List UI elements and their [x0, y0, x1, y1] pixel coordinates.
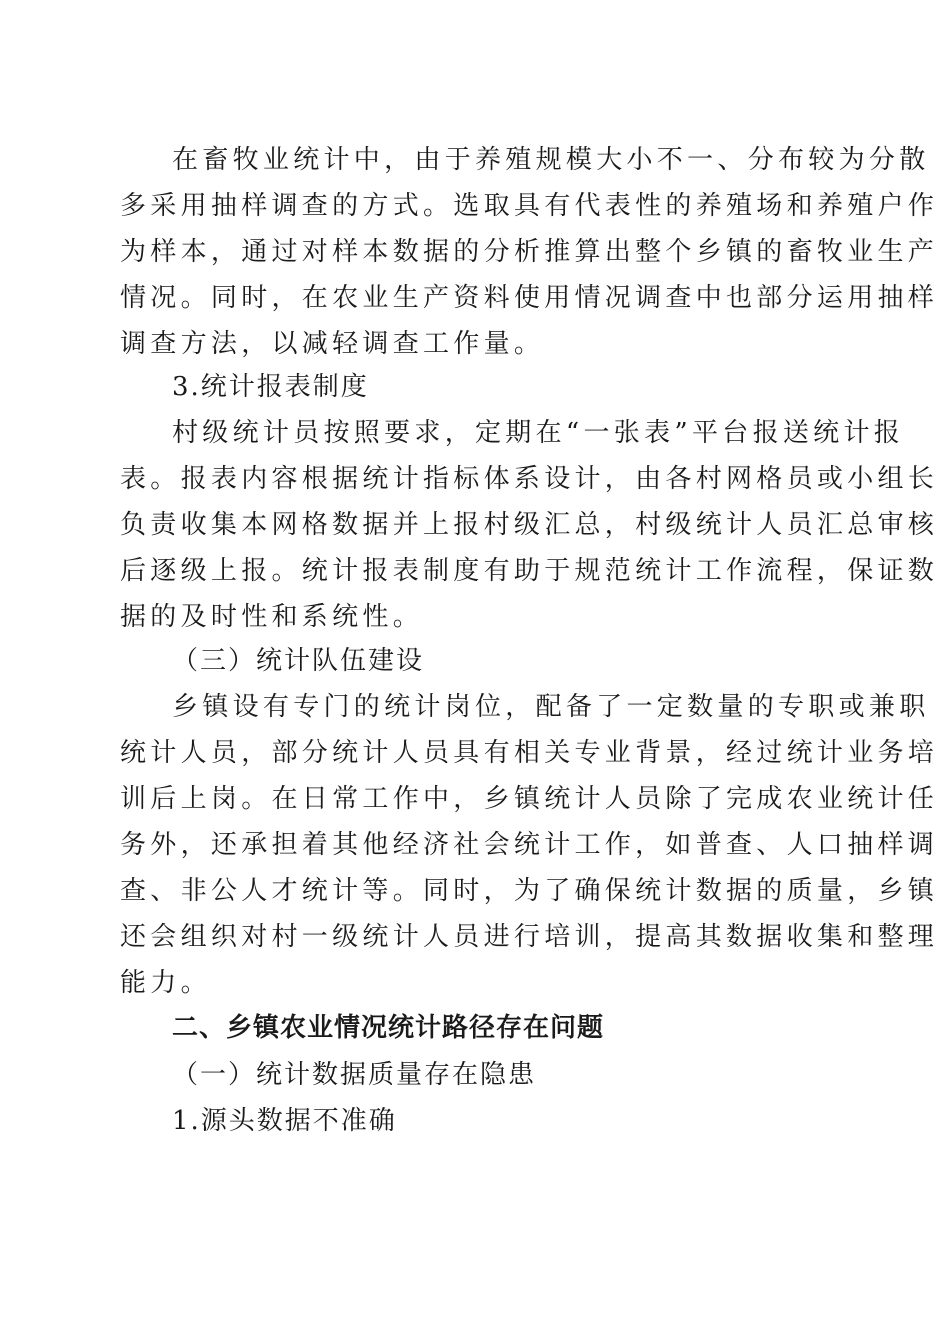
chapter-heading: 二、乡镇农业情况统计路径存在问题 [172, 1013, 605, 1043]
paragraph-line: 务外，还承担着其他经济社会统计工作，如普查、人口抽样调 [120, 830, 939, 860]
paragraph-line: 统计人员，部分统计人员具有相关专业背景，经过统计业务培 [120, 738, 939, 768]
paragraph-line: 还会组织对村一级统计人员进行培训，提高其数据收集和整理 [120, 922, 939, 952]
paragraph-line: 能力。 [120, 968, 211, 998]
subsection-heading: 3.统计报表制度 [172, 372, 369, 402]
paragraph-line: 后逐级上报。统计报表制度有助于规范统计工作流程，保证数 [120, 556, 939, 586]
paragraph-line: 村级统计员按照要求，定期在“一张表”平台报送统计报 [172, 418, 905, 448]
paragraph-line: 为样本，通过对样本数据的分析推算出整个乡镇的畜牧业生产 [120, 237, 939, 267]
paragraph-line: 查、非公人才统计等。同时，为了确保统计数据的质量，乡镇 [120, 876, 939, 906]
section-heading: （一）统计数据质量存在隐患 [172, 1060, 537, 1090]
paragraph-line: 负责收集本网格数据并上报村级汇总，村级统计人员汇总审核 [120, 510, 939, 540]
paragraph-line: 调查方法，以减轻调查工作量。 [120, 329, 545, 359]
paragraph-line: 表。报表内容根据统计指标体系设计，由各村网格员或小组长 [120, 464, 939, 494]
paragraph-line: 据的及时性和系统性。 [120, 602, 424, 632]
paragraph-line: 情况。同时，在农业生产资料使用情况调查中也部分运用抽样 [120, 283, 939, 313]
paragraph-line: 训后上岗。在日常工作中，乡镇统计人员除了完成农业统计任 [120, 784, 939, 814]
paragraph-line: 在畜牧业统计中，由于养殖规模大小不一、分布较为分散 [172, 145, 930, 175]
subsection-heading: 1.源头数据不准确 [172, 1106, 397, 1136]
section-heading: （三）统计队伍建设 [172, 646, 425, 676]
paragraph-line: 乡镇设有专门的统计岗位，配备了一定数量的专职或兼职 [172, 692, 930, 722]
paragraph-line: 多采用抽样调查的方式。选取具有代表性的养殖场和养殖户作 [120, 191, 939, 221]
